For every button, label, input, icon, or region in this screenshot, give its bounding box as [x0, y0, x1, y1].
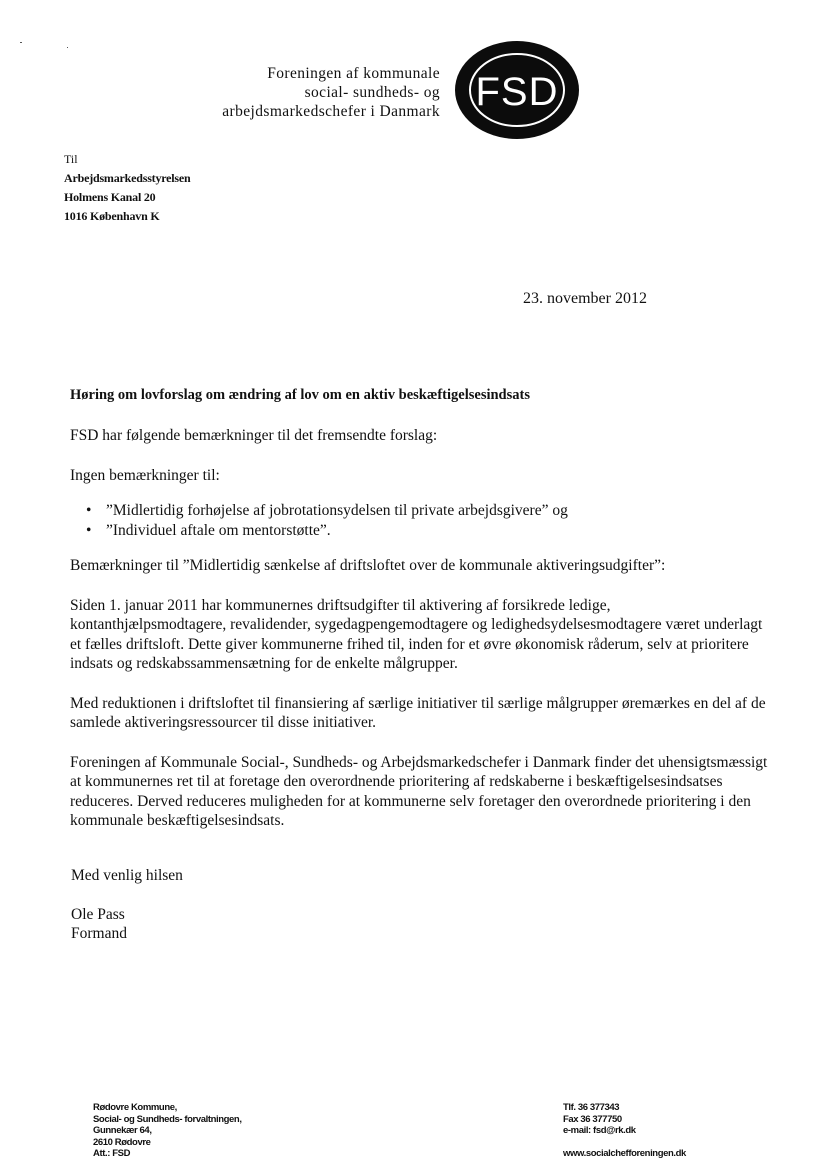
letter-body: [70, 426, 770, 851]
closing-block: [71, 866, 183, 944]
recipient-label: Til: [64, 152, 78, 166]
logo-text: FSD: [475, 70, 559, 114]
list-item: • ”Midlertidig forhøjelse af jobrotationsydelsen til private arbejdsgivere” og: [106, 501, 770, 521]
fsd-logo: [454, 40, 580, 140]
body-paragraph-2: Med reduktionen i driftsloftet til finansiering af særlige initiativer til særlige målgrupper øremærkes en del af de samlede aktiveringsressourcer til disse initiativer.: [70, 694, 766, 731]
footer-phone: Tlf. 36 377343: [563, 1102, 620, 1113]
footer-fax: Fax 36 377750: [563, 1113, 622, 1125]
recipient-name: Arbejdsmarkedsstyrelsen: [64, 171, 191, 185]
footer-address: [93, 1102, 242, 1160]
scan-speck: [67, 47, 68, 48]
scan-speck: [20, 42, 22, 43]
recipient-address: [64, 150, 191, 226]
footer-line: Social- og Sundheds- forvaltningen,: [93, 1113, 242, 1125]
intro-paragraph: FSD har følgende bemærkninger til det fremsendte forslag:: [70, 427, 438, 444]
body-paragraph-3: Foreningen af Kommunale Social-, Sundheds- og Arbejdsmarkedschefer i Danmark finder det uhensigtsmæssigt at kommunernes ret til at foretage den overordnende prioritering af redskaberne i beskæftigelsesindsatses reduceres. Derved reduceres muligheden for at kommunerne selv foretager den overordnede prioritering i den kommunale beskæftigelsesindsats.: [70, 753, 768, 829]
closing-greeting: Med venlig hilsen: [71, 867, 183, 884]
footer-website[interactable]: www.socialchefforeningen.dk: [563, 1148, 686, 1159]
recipient-city: 1016 København K: [64, 209, 160, 223]
organization-name: [222, 64, 440, 121]
recipient-street: Holmens Kanal 20: [64, 190, 156, 204]
footer-line: Gunnekær 64,: [93, 1125, 152, 1136]
org-line-1: Foreningen af kommunale: [267, 65, 440, 82]
signer-title: Formand: [71, 925, 127, 942]
org-line-2: social- sundheds- og: [304, 84, 440, 101]
footer-email: e-mail: fsd@rk.dk: [563, 1125, 636, 1136]
signer-name: Ole Pass: [71, 905, 125, 923]
footer-contact: [563, 1102, 686, 1160]
no-remarks-paragraph: Ingen bemærkninger til:: [70, 466, 220, 484]
letter-date: 23. november 2012: [523, 290, 647, 307]
remarks-paragraph: Bemærkninger til ”Midlertidig sænkelse af driftsloftet over de kommunale aktiveringsudgifter”:: [70, 557, 666, 574]
footer-line: Rødovre Kommune,: [93, 1102, 177, 1113]
bullet-list: [70, 501, 770, 540]
body-paragraph-1: Siden 1. januar 2011 har kommunernes driftsudgifter til aktivering af forsikrede ledige, kontanthjælpsmodtagere, revalidender, sygedagpengemodtagere og ledighedsydelsesmodtagere været underlagt et fælles driftsloft. Dette giver kommunerne frihed til, inden for et øvre økonomisk råderum, selv at prioritere indsats og redskabssammensætning for de enkelte målgrupper.: [70, 596, 763, 672]
letter-subject: Høring om lovforslag om ændring af lov om en aktiv beskæftigelsesindsats: [70, 387, 530, 403]
footer-line: Att.: FSD: [93, 1148, 131, 1159]
list-item: • ”Individuel aftale om mentorstøtte”.: [106, 521, 770, 541]
footer-line: 2610 Rødovre: [93, 1136, 151, 1148]
org-line-3: arbejdsmarkedschefer i Danmark: [222, 103, 440, 120]
